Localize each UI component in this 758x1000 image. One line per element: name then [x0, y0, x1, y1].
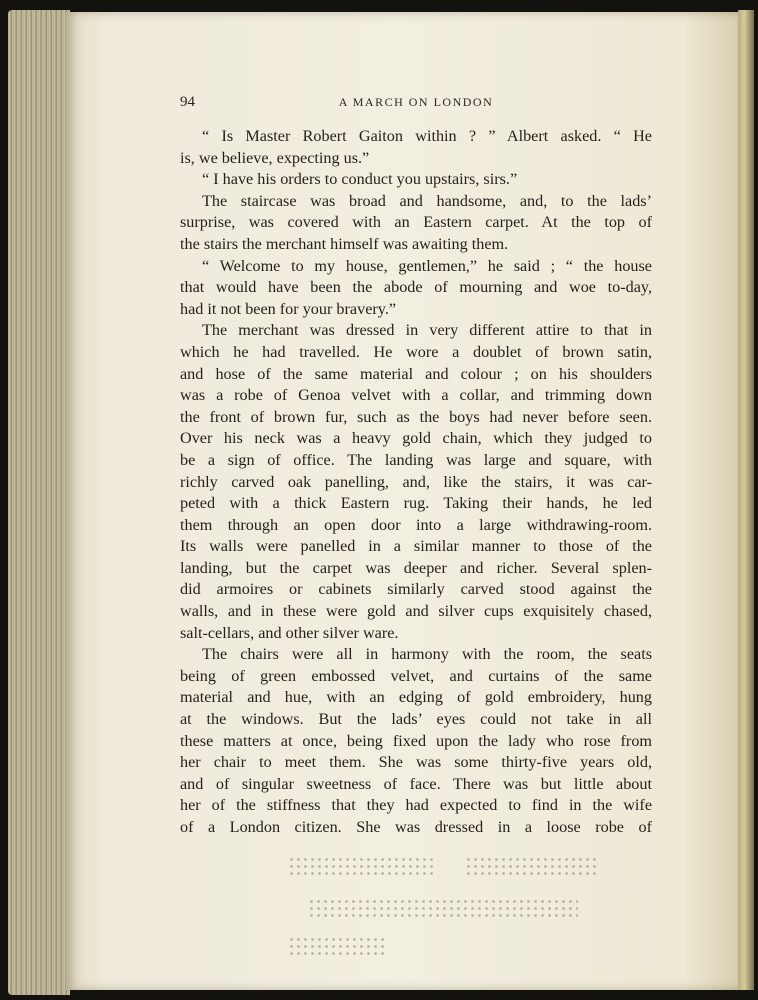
text-line: at the windows. But the lads’ eyes could not take in all: [180, 710, 652, 729]
text-line: landing, but the carpet was deeper and richer. Several splen-: [180, 558, 652, 577]
text-line: “ I have his orders to conduct you upstairs, sirs.”: [202, 170, 518, 189]
text-line: is, we believe, expecting us.”: [180, 148, 370, 167]
text-line: did armoires or cabinets similarly carved stood against the: [180, 580, 652, 599]
text-line: material and hue, with an edging of gold embroidery, hung: [180, 688, 652, 707]
text-line: had it not been for your bravery.”: [180, 299, 397, 318]
text-line: richly carved oak panelling, and, like the stairs, it was car-: [180, 472, 652, 491]
text-line: The staircase was broad and handsome, and, to the lads’: [202, 191, 652, 210]
text-line: peted with a thick Eastern rug. Taking their hands, he led: [180, 494, 652, 513]
text-line: them through an open door into a large withdrawing-room.: [180, 515, 652, 534]
show-through-text: [280, 852, 600, 962]
text-line: The chairs were all in harmony with the room, the seats: [202, 645, 652, 664]
text-line: “ Is Master Robert Gaiton within ? ” Albert asked. “ He: [202, 127, 652, 145]
text-line: The merchant was dressed in very different attire to that in: [202, 321, 652, 340]
text-line: her chair to meet them. She was some thirty-five years old,: [180, 753, 652, 772]
book-right-edge: [738, 10, 754, 990]
text-line: these matters at once, being fixed upon the lady who rose from: [180, 731, 652, 750]
page-header: [180, 94, 652, 112]
text-line: walls, and in these were gold and silver cups exquisitely chased,: [180, 602, 652, 621]
text-line: be a sign of office. The landing was large and square, with: [180, 450, 652, 469]
text-line: and hose of the same material and colour ; on his shoulders: [180, 364, 652, 383]
text-line: salt-cellars, and other silver ware.: [180, 623, 399, 642]
page-stack-edge: [8, 10, 70, 995]
text-line: the stairs the merchant himself was awaiting them.: [180, 234, 509, 253]
running-head: A MARCH ON LONDON: [338, 95, 494, 109]
page-number: 94: [180, 94, 195, 110]
text-line: that would have been the abode of mourning and woe to-day,: [180, 278, 652, 297]
text-line: and of singular sweetness of face. There was but little about: [180, 774, 652, 793]
text-line: of a London citizen. She was dressed in a loose robe of: [180, 818, 652, 836]
text-line: her of the stiffness that they had expected to find in the wife: [180, 796, 652, 815]
text-line: being of green embossed velvet, and curtains of the same: [180, 666, 652, 685]
text-line: which he had travelled. He wore a doublet of brown satin,: [180, 342, 652, 361]
text-line: surprise, was covered with an Eastern carpet. At the top of: [180, 213, 652, 232]
body-text: [180, 126, 652, 839]
text-line: was a robe of Genoa velvet with a collar, and trimming down: [180, 386, 652, 405]
text-line: the front of brown fur, such as the boys had never before seen.: [180, 407, 652, 426]
text-line: Its walls were panelled in a similar manner to those of the: [180, 537, 652, 556]
text-line: Over his neck was a heavy gold chain, which they judged to: [180, 429, 652, 448]
text-line: “ Welcome to my house, gentlemen,” he said ; “ the house: [202, 256, 652, 275]
